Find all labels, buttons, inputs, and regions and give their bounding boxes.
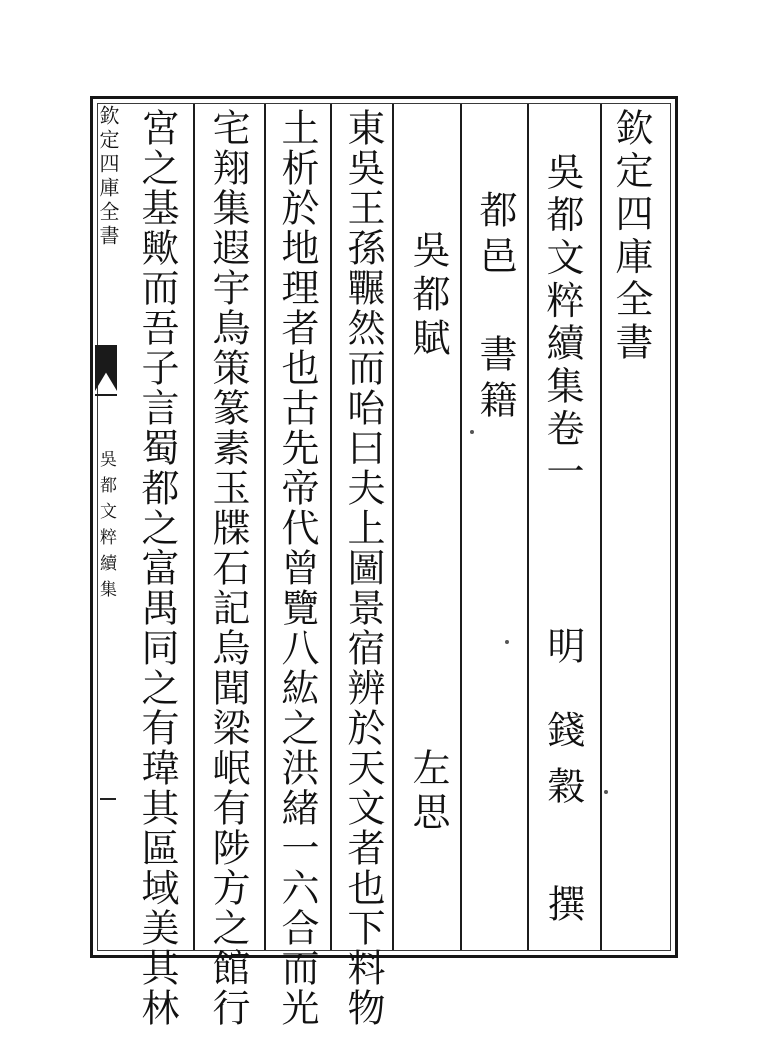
text-line: 東吳王孫囅然而咍曰夫上圖景宿辨於天文者也下料物 [341, 108, 385, 1028]
ink-speck [470, 430, 474, 434]
text-line: 宮之基歟而吾子言蜀都之富禺同之有瑋其區域美其林 [135, 108, 179, 1028]
piece-author: 左思 [406, 748, 450, 836]
author-dynasty: 明 [541, 626, 585, 694]
column-rule [460, 104, 462, 950]
gutter-page-mark [100, 798, 116, 800]
column-rule [264, 104, 266, 950]
author-name: 錢穀 撰 [541, 710, 585, 940]
piece-title: 吳都賦 [406, 230, 450, 362]
gutter-caption: 吳都文粹續集 [96, 450, 116, 606]
category-heading: 都邑 書籍 [473, 190, 517, 426]
ink-speck [604, 790, 608, 794]
fishtail-underline [95, 382, 117, 396]
column-rule [330, 104, 332, 950]
column-rule [392, 104, 394, 950]
column-rule [193, 104, 195, 950]
gutter-library-title: 欽定四庫全書 [96, 105, 120, 249]
column-rule [600, 104, 602, 950]
volume-title: 吳都文粹續集卷一 [540, 152, 584, 495]
text-line: 土析於地理者也古先帝代曾覽八紘之洪緒一六合而光 [275, 108, 319, 1028]
gutter-page-number [99, 790, 116, 816]
ink-speck [505, 640, 509, 644]
library-title: 欽定四庫全書 [609, 108, 653, 365]
text-line: 宅翔集遐宇鳥策篆素玉牒石記烏聞梁岷有陟方之館行 [206, 108, 250, 1028]
column-rule [527, 104, 529, 950]
